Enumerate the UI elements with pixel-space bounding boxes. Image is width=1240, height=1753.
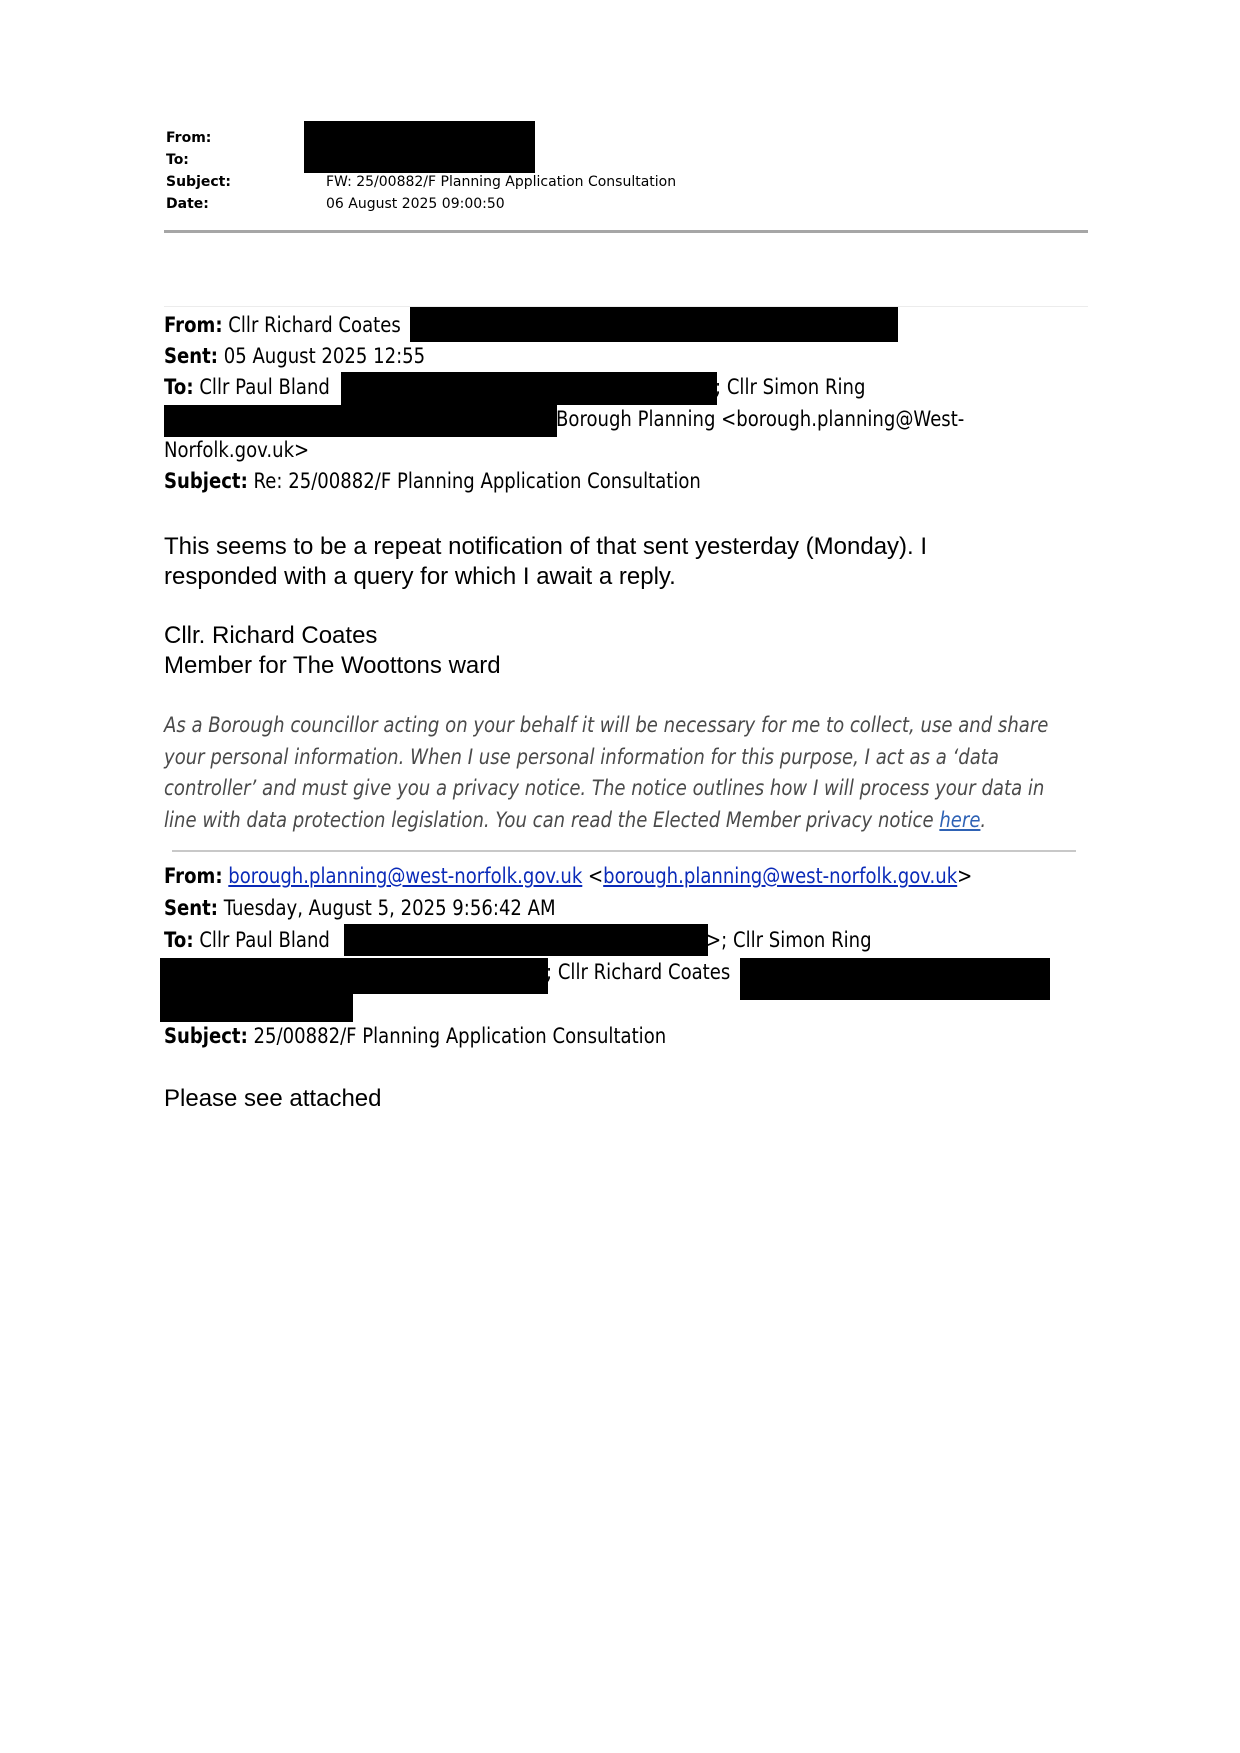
privacy-line-2: your personal information. When I use personal information for this purpose, I act as a ‘data [164,744,999,769]
reply-sent-line [164,344,425,368]
orig-from-open: < [582,864,604,888]
export-date-label: Date: [166,196,209,212]
redaction-box [160,994,353,1022]
privacy-notice [164,710,1110,836]
reply-to-label: To: [164,375,194,399]
email-separator [172,850,1076,852]
orig-body: Please see attached [164,1085,382,1112]
privacy-line-4 [164,805,1110,837]
privacy-line-4-end: . [980,807,987,832]
reply-from-label: From: [164,313,223,337]
redaction-box [344,924,708,956]
privacy-line-1: As a Borough councillor acting on your behalf it will be necessary for me to collect, use and share [164,713,1049,737]
reply-to-line [164,375,330,399]
export-from-label: From: [166,130,212,146]
reply-to-value-3: Borough Planning <borough.planning@West- [556,407,965,431]
orig-to-line [164,928,330,952]
signature-name: Cllr. Richard Coates [164,622,378,649]
redaction-box [341,372,717,405]
orig-subject-label: Subject: [164,1024,248,1048]
reply-body-line-2: responded with a query for which I await a reply. [164,563,676,590]
orig-from-label: From: [164,864,223,888]
redaction-box [410,307,898,342]
redaction-box [164,405,557,437]
privacy-line-4-text: line with data protection legislation. You can read the Elected Member privacy notice [164,807,940,832]
orig-from-email-link[interactable]: borough.planning@west-norfolk.gov.uk [228,864,583,888]
orig-to-value-2: >; Cllr Simon Ring [706,928,872,952]
reply-sent-label: Sent: [164,344,218,368]
export-subject-value: FW: 25/00882/F Planning Application Consultation [326,174,677,190]
privacy-notice-link[interactable]: here [939,807,981,832]
orig-from-line [164,864,972,888]
export-date-value: 06 August 2025 09:00:50 [326,196,505,212]
orig-from-email-link-2[interactable]: borough.planning@west-norfolk.gov.uk [603,864,958,888]
export-subject-label: Subject: [166,174,231,190]
redaction-box [160,958,548,994]
reply-from-line [164,313,401,337]
reply-subject-value: Re: 25/00882/F Planning Application Consultation [253,469,701,493]
reply-to-value-4: Norfolk.gov.uk> [164,438,310,462]
redaction-box [740,958,1050,1000]
privacy-line-3: controller’ and must give you a privacy notice. The notice outlines how I will process your data in [164,776,1045,800]
orig-to-value-1: Cllr Paul Bland [199,928,330,952]
orig-subject-line [164,1024,666,1048]
redaction-box [304,121,535,173]
header-divider [164,230,1088,233]
orig-sent-value: Tuesday, August 5, 2025 9:56:42 AM [223,896,556,920]
reply-to-value-2: ; Cllr Simon Ring [715,375,866,399]
reply-subject-line [164,469,701,493]
reply-body-line-1: This seems to be a repeat notification of that sent yesterday (Monday). I [164,533,928,560]
orig-subject-value: 25/00882/F Planning Application Consultation [253,1024,667,1048]
orig-from-close: > [957,864,973,888]
orig-to-label: To: [164,928,194,952]
reply-subject-label: Subject: [164,469,248,493]
reply-from-value: Cllr Richard Coates [228,313,401,337]
reply-sent-value: 05 August 2025 12:55 [223,344,426,368]
export-to-label: To: [166,152,189,168]
reply-to-value-1: Cllr Paul Bland [199,375,330,399]
orig-to-value-3: ; Cllr Richard Coates [546,960,731,984]
orig-sent-line [164,896,556,920]
orig-sent-label: Sent: [164,896,218,920]
signature-role: Member for The Woottons ward [164,652,501,679]
